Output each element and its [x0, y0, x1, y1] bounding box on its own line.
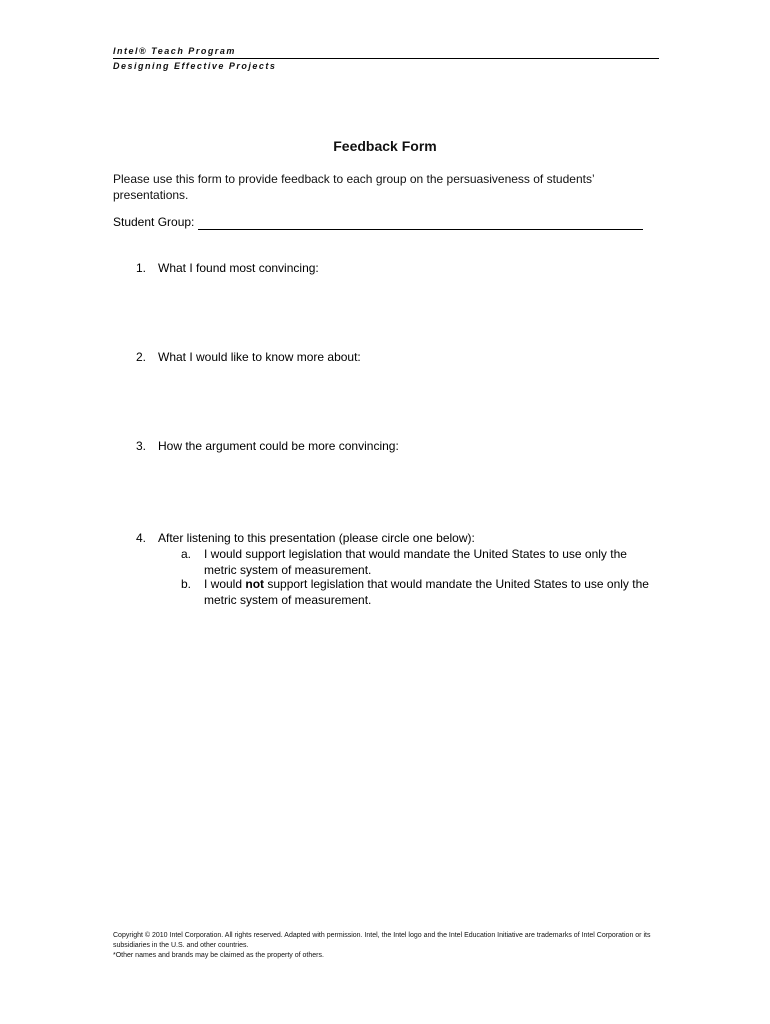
- intro-paragraph: Please use this form to provide feedback to each group on the persuasiveness of students’ presentations.: [113, 172, 595, 202]
- answer-option-b[interactable]: [181, 576, 656, 608]
- option-text: [204, 576, 656, 608]
- answer-option-a[interactable]: [181, 546, 656, 578]
- question-item: [136, 260, 656, 276]
- option-letter: b.: [181, 577, 192, 591]
- question-number: 2.: [136, 350, 147, 364]
- question-item: [136, 438, 656, 454]
- page-header: [113, 45, 659, 72]
- question-number: 3.: [136, 439, 147, 453]
- option-text-emphasis: not: [245, 577, 265, 591]
- page-title: Feedback Form: [333, 138, 437, 154]
- option-letter: a.: [181, 547, 192, 561]
- student-group-field: [113, 214, 643, 230]
- question-text: What I found most convincing:: [158, 261, 319, 275]
- question-item: [136, 530, 656, 546]
- option-text-before: I would: [204, 577, 246, 591]
- question-text: What I would like to know more about:: [158, 350, 361, 364]
- student-group-label: Student Group:: [113, 215, 195, 229]
- option-text-after: support legislation that would mandate the United States to use only the metric system of measurement.: [204, 577, 649, 607]
- header-program-name: Intel® Teach Program: [113, 46, 236, 56]
- student-group-blank-line[interactable]: [198, 215, 643, 230]
- page-footer: [113, 931, 658, 961]
- header-course-name: Designing Effective Projects: [113, 61, 277, 71]
- copyright-notice: Copyright © 2010 Intel Corporation. All rights reserved. Adapted with permission. Intel, the Intel logo and the Intel Education Initiative are trademarks of Intel Corporation or its subsidiaries in the U.S. and other countries.: [113, 932, 651, 949]
- question-item: [136, 349, 656, 365]
- question-number: 1.: [136, 261, 147, 275]
- option-text: I would support legislation that would mandate the United States to use only the metric system of measurement.: [204, 547, 627, 577]
- question-text: How the argument could be more convincing:: [158, 439, 399, 453]
- question-text: After listening to this presentation (please circle one below):: [158, 531, 475, 545]
- trademark-notice: *Other names and brands may be claimed as the property of others.: [113, 952, 324, 959]
- header-rule: [113, 58, 659, 59]
- question-number: 4.: [136, 531, 147, 545]
